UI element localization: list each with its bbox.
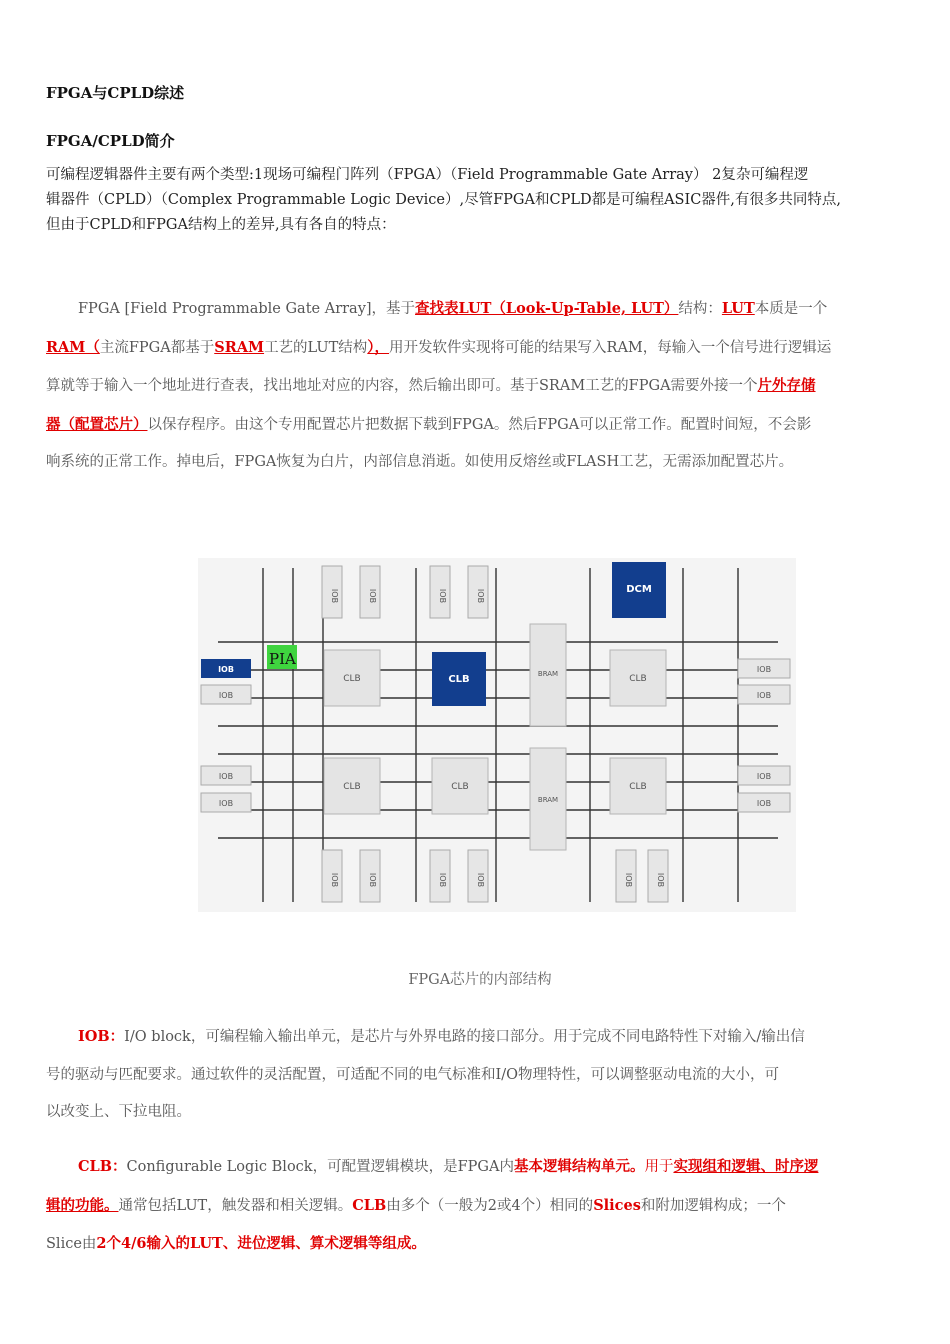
svg-text:BRAM: BRAM	[537, 796, 559, 804]
svg-text:IOB: IOB	[368, 588, 377, 604]
svg-text:IOB: IOB	[756, 665, 772, 674]
fpga-structure-diagram	[198, 558, 796, 912]
svg-text:IOB: IOB	[756, 799, 772, 808]
intro-paragraph: 可编程逻辑器件主要有两个类型:1现场可编程门阵列（FPGA）（Field Programmable Gate Array） 2复杂可编程逻 辑器件（CPLD）（Complex Programmable Logic Device）,尽管FPGA和CPLD都是可编程ASIC器件,有很多共同特点, 但由于CPLD和FPGA结构上的差异,具有各自的特点：	[46, 167, 842, 233]
svg-text:IOB: IOB	[218, 772, 234, 781]
svg-text:IOB: IOB	[476, 872, 485, 888]
page-title: FPGA与CPLD综述	[46, 84, 185, 102]
svg-text:CLB: CLB	[629, 674, 647, 684]
svg-text:IOB: IOB	[476, 588, 485, 604]
svg-text:IOB: IOB	[656, 872, 665, 888]
clb-paragraph: CLB：Configurable Logic Block，可配置逻辑模块，是FPGA内基本逻辑结构单元。用于实现组和逻辑、时序逻 辑的功能。通常包括LUT，触发器和相关逻辑。CLB由多个（一般为2或4个）相同的Slices和附加逻辑构成；一个 Slice由2个4/6输入的LUT、进位逻辑、算术逻辑等组成。	[46, 1158, 819, 1252]
svg-text:IOB: IOB	[330, 588, 339, 604]
svg-text:IOB: IOB	[218, 665, 234, 674]
svg-text:CLB: CLB	[629, 782, 647, 792]
svg-text:BRAM: BRAM	[537, 670, 559, 678]
svg-text:CLB: CLB	[343, 674, 361, 684]
svg-text:IOB: IOB	[624, 872, 633, 888]
svg-text:IOB: IOB	[330, 872, 339, 888]
section-subtitle: FPGA/CPLD简介	[46, 132, 175, 150]
svg-text:IOB: IOB	[368, 872, 377, 888]
svg-text:PIA: PIA	[269, 650, 296, 668]
iob-paragraph: IOB：I/O block，可编程输入输出单元，是芯片与外界电路的接口部分。用于完成不同电路特性下对输入/输出信 号的驱动与匹配要求。通过软件的灵活配置，可适配不同的电气标准和I/O物理特性，可以调整驱动电流的大小，可 以改变上、下拉电阻。	[46, 1028, 805, 1120]
svg-text:IOB: IOB	[218, 691, 234, 700]
lut-link: 查找表LUT（Look-Up-Table, LUT）	[415, 300, 679, 317]
svg-text:IOB: IOB	[756, 772, 772, 781]
fpga-paragraph: FPGA [Field Programmable Gate Array]，基于查找表LUT（Look-Up-Table, LUT）结构：LUT本质是一个 RAM（主流FPGA都基于SRAM工艺的LUT结构），用开发软件实现将可能的结果写入RAM，每输入一个信号进行逻辑运 算就等于输入一个地址进行查表，找出地址对应的内容，然后输出即可。基于SRAM工艺的FPGA需要外接一个片外存储 器（配置芯片）以保存程序。由这个专用配置芯片把数据下载到FPGA。然后FPGA可以正常工作。配置时间短，不会影 响系统的正常工作。掉电后，FPGA恢复为白片，内部信息消逝。如使用反熔丝或FLASH工艺，无需添加配置芯片。	[46, 300, 832, 470]
svg-text:IOB: IOB	[438, 872, 447, 888]
svg-text:IOB: IOB	[218, 799, 234, 808]
svg-text:CLB: CLB	[448, 674, 470, 685]
svg-text:CLB: CLB	[343, 782, 361, 792]
figure-caption: FPGA芯片的内部结构	[408, 972, 552, 988]
svg-text:DCM: DCM	[626, 584, 652, 595]
svg-text:CLB: CLB	[451, 782, 469, 792]
svg-text:IOB: IOB	[438, 588, 447, 604]
svg-text:IOB: IOB	[756, 691, 772, 700]
